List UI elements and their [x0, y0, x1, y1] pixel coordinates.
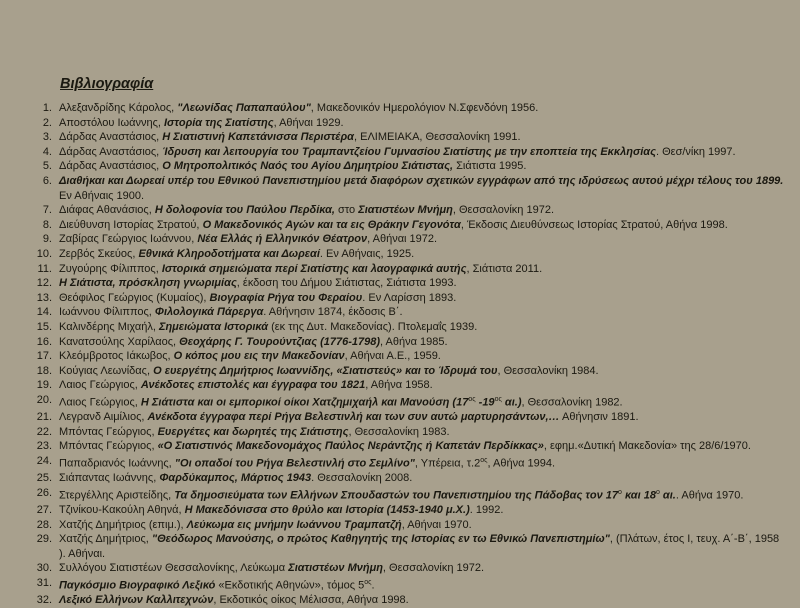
entry-text: Κούγιας Λεωνίδας,: [59, 364, 154, 377]
entry-number: 3.: [42, 131, 52, 144]
entry-text: , Θεσσαλονίκη 1972.: [382, 562, 485, 575]
entry-number: 23.: [36, 440, 52, 453]
entry-number: 10.: [36, 247, 52, 260]
entry-number: 5.: [42, 160, 52, 173]
entry-text: . Θεσσαλονίκη 2008.: [311, 472, 413, 485]
entry-text: , Σιάτιστα 2011.: [466, 262, 543, 275]
entry-text: , (Πλάτων, έτος Ι, τευχ. Α΄-Β΄, 1958 ). Αθήναι.: [59, 533, 780, 560]
entry-text: Λαιος Γεώργιος,: [59, 396, 141, 409]
entry-text: Κλεόμβροτος Ιάκωβος,: [59, 350, 174, 363]
entry-title-text: Ανέκδοτα έγγραφα περί Ρήγα Βελεστινλή και των συν αυτώ μαρτυρησάντων,…: [147, 411, 560, 424]
entry-title-text: Ιστορικά σημειώματα περί Σιατίστης και λαογραφικά αυτής: [161, 262, 467, 275]
entry-text: Τζινίκου-Κακούλη Αθηνά,: [59, 504, 185, 516]
entry-number: 31.: [36, 576, 52, 589]
entry-text: «Εκδοτικής Αθηνών», τόμος 5: [215, 579, 365, 592]
bibliography-entry: [24, 454, 786, 471]
entry-text: Δάρδας Αναστάσιος,: [59, 131, 163, 144]
entry-number: 24.: [36, 454, 52, 467]
entry-text: . Αθήνα 1970.: [675, 489, 744, 502]
entry-title-text: Ιστορία της Σιατίστης: [164, 116, 274, 129]
entry-text: , Θεσσαλονίκη 1982.: [521, 396, 623, 409]
entry-title-text: -19: [475, 396, 495, 409]
entry-text: Δάρδας Αναστάσιος,: [59, 160, 163, 173]
bibliography-entry: [24, 532, 786, 561]
entry-text: Αποστόλου Ιωάννης,: [59, 116, 164, 129]
entry-number: 26.: [36, 486, 52, 499]
bibliography-entry: [24, 518, 786, 533]
entry-text: στο: [334, 204, 359, 217]
entry-number: 15.: [36, 320, 52, 333]
entry-title-text: Σιατιστέων Μνήμη: [358, 204, 453, 217]
entry-text: Διάφας Αθανάσιος,: [59, 204, 155, 217]
entry-text: , Θεσσαλονίκη 1983.: [348, 425, 450, 438]
entry-superscript: ος: [480, 456, 488, 464]
entry-title-text: Φιλολογικά Πάρεργα: [154, 306, 264, 319]
entry-title-text: Ο κόπος μου εις την Μακεδονίαν: [173, 350, 345, 363]
entry-number: 14.: [36, 306, 52, 319]
entry-text: , Αθήναι 1970.: [401, 518, 472, 531]
bibliography-entry: [24, 393, 786, 410]
entry-title-text: Η Σιατιστινή Καπετάνισσα Περιστέρα: [162, 131, 354, 144]
entry-number: 2.: [42, 116, 52, 129]
bibliography-entry: [24, 378, 786, 393]
entry-text: Παπαδριανός Ιωάννης,: [59, 457, 175, 470]
bibliography-entry: [24, 232, 786, 247]
bibliography-entry: [24, 576, 786, 593]
entry-text: Χατζής Δημήτριος (επιμ.),: [59, 518, 187, 531]
bibliography-entry: [24, 320, 786, 335]
page-title: Βιβλιογραφία: [60, 76, 154, 92]
entry-title-text: «Ο Σιατιστινός Μακεδονομάχος Παύλος Νεράντζης ή Καπετάν Περδίκκας»: [157, 440, 544, 453]
entry-number: 12.: [36, 277, 52, 290]
bibliography-entry: [24, 276, 786, 291]
entry-title-text: αι.: [659, 489, 676, 502]
entry-title-text: Σημειώματα Ιστορικά: [158, 320, 269, 333]
entry-text: , Αθήνα 1958.: [365, 379, 433, 392]
bibliography-entry: [24, 593, 786, 608]
entry-text: . 1992.: [469, 504, 504, 516]
entry-number: 7.: [42, 204, 52, 217]
entry-text: , εφημ.«Δυτική Μακεδονία» της 28/6/1970.: [543, 440, 751, 453]
entry-text: Εν Αθήναις 1900.: [59, 189, 145, 202]
entry-title-text: και 18: [621, 489, 656, 502]
bibliography-entry: [24, 101, 786, 116]
entry-superscript: ος: [468, 395, 476, 403]
bibliography-entry: [24, 247, 786, 262]
bibliography-entry: [24, 425, 786, 440]
bibliography-entry: [24, 218, 786, 233]
bibliography-entry: [24, 116, 786, 131]
entry-title-text: Νέα Ελλάς ή Ελληνικόν Θέατρον: [197, 233, 368, 246]
bibliography-entry: [24, 503, 786, 518]
entry-title-text: Σιατιστέων Μνήμη: [288, 562, 383, 575]
entry-number: 6.: [42, 174, 52, 187]
entry-number: 22.: [36, 425, 52, 438]
entry-text: Ζαβίρας Γεώργιος Ιωάννου,: [59, 233, 198, 246]
entry-title-text: Εθνικά Κληροδοτήματα και Δωρεαί: [138, 247, 320, 260]
bibliography-entry: [24, 159, 786, 174]
entry-text: , Αθήναι 1929.: [273, 116, 344, 129]
entry-number: 29.: [36, 533, 52, 546]
entry-number: 8.: [42, 218, 52, 231]
entry-number: 17.: [36, 350, 52, 363]
bibliography-entry: [24, 471, 786, 486]
entry-text: Μπόντας Γεώργιος,: [59, 425, 158, 438]
entry-number: 18.: [36, 364, 52, 377]
entry-number: 30.: [36, 562, 52, 575]
entry-superscript: ος: [364, 578, 372, 586]
bibliography-entry: [24, 364, 786, 379]
entry-text: , Μακεδονικόν Ημερολόγιον Ν.Σφενδόνη 1956.: [310, 102, 539, 114]
entry-text: Ζυγούρης Φίλιππος,: [59, 262, 162, 275]
entry-number: 20.: [36, 393, 52, 406]
entry-text: . Θεσ/νίκη 1997.: [656, 145, 736, 158]
entry-text: , Αθήναι 1972.: [367, 233, 438, 246]
entry-text: Λεγρανδ Αιμίλιος,: [59, 411, 148, 424]
entry-number: 16.: [36, 335, 52, 348]
bibliography-entry: [24, 145, 786, 160]
entry-text: .: [371, 579, 375, 592]
bibliography-entry: [24, 349, 786, 364]
entry-title-text: Ο ευεργέτης Δημήτριος Ιωαννίδης, «Σιατιστεύς» και το Ίδρυμά του: [153, 364, 498, 377]
bibliography-entry: [24, 262, 786, 277]
entry-text: , Θεσσαλονίκη 1984.: [497, 364, 599, 377]
entry-title-text: Ευεργέτες και δωρητές της Σιάτιστης: [157, 425, 349, 438]
entry-text: , Έκδοσις Διευθύνσεως Ιστορίας Στρατού, Αθήνα 1998.: [460, 218, 728, 231]
entry-title-text: Παγκόσμιο Βιογραφικό Λεξικό: [59, 579, 216, 592]
entry-number: 28.: [36, 518, 52, 531]
entry-text: . Εν Λαρίσση 1893.: [362, 291, 457, 304]
bibliography-entry: [24, 335, 786, 350]
entry-superscript: ο: [618, 488, 622, 496]
entry-number: 25.: [36, 472, 52, 485]
entry-text: , Θεσσαλονίκη 1972.: [452, 204, 554, 217]
entry-text: Κανατσούλης Χαρίλαος,: [59, 335, 180, 348]
entry-text: Δάρδας Αναστάσιος,: [59, 145, 163, 158]
entry-text: Αλεξανδρίδης Κάρολος,: [59, 102, 178, 114]
entry-title-text: Η δολοφονία του Παύλου Περδίκα,: [154, 204, 335, 217]
entry-text: Ιωάννου Φίλιππος,: [59, 306, 155, 319]
entry-title-text: "Θεόδωρος Μανούσης, ο πρώτος Καθηγητής της Ιστορίας εν τω Εθνικώ Πανεπιστημίω": [151, 533, 610, 546]
entry-text: Συλλόγου Σιατιστέων Θεσσαλονίκης, Λεύκωμα: [59, 562, 289, 575]
entry-text: Λαιος Γεώργιος,: [59, 379, 141, 392]
entry-title-text: Βιογραφία Ρήγα του Φεραίου: [209, 291, 363, 304]
entry-title-text: Ο Μακεδονικός Αγών και τα εις Θράκην Γεγονότα: [202, 218, 461, 231]
bibliography-entry: [24, 561, 786, 576]
entry-text: , Αθήνα 1994.: [487, 457, 556, 470]
entry-text: , έκδοση του Δήμου Σιάτιστας, Σιάτιστα 1993.: [236, 277, 457, 290]
entry-text: Ζερβός Σκεύος,: [59, 247, 139, 260]
entry-text: Χατζής Δημήτριος,: [59, 533, 152, 546]
entry-text: . Εν Αθήναις, 1925.: [319, 247, 415, 260]
bibliography-entry: [24, 486, 786, 503]
entry-title-text: Ο Μητροπολιτικός Ναός του Αγίου Δημητρίου Σιάτιστας,: [162, 160, 454, 173]
entry-number: 4.: [42, 145, 52, 158]
entry-number: 13.: [36, 291, 52, 304]
entry-number: 11.: [37, 262, 52, 275]
entry-title-text: Η Σιάτιστα, πρόσκληση γνωριμίας: [59, 277, 237, 290]
entry-text: Διεύθυνση Ιστορίας Στρατού,: [59, 218, 203, 231]
entry-title-text: "Λεωνίδας Παπαπαύλου": [177, 102, 311, 114]
entry-title-text: Τα δημοσιεύματα των Ελλήνων Σπουδαστών του Πανεπιστημίου της Πάδοβας τον 17: [174, 489, 619, 502]
entry-title-text: Η Μακεδόνισσα στο θρύλο και Ιστορία (1453-1940 μ.Χ.): [184, 504, 470, 516]
entry-number: 9.: [42, 233, 52, 246]
entry-text: Σιάτιστα 1995.: [453, 160, 527, 173]
entry-text: , Αθήναι Α.Ε., 1959.: [344, 350, 441, 363]
entry-title-text: Φαρδύκαμπος, Μάρτιος 1943: [159, 472, 312, 485]
entry-text: , Αθήνα 1985.: [380, 335, 448, 348]
entry-title-text: Λεύκωμα εις μνήμην Ιωάννου Τραμπατζή: [186, 518, 402, 531]
entry-text: Μπόντας Γεώργιος,: [59, 440, 158, 453]
entry-superscript: ο: [655, 488, 660, 496]
bibliography-entry: [24, 203, 786, 218]
entry-title-text: Λεξικό Ελλήνων Καλλιτεχνών: [59, 594, 214, 607]
entry-title-text: Θεοχάρης Γ. Τουρούντζιας (1776-1798): [179, 335, 381, 348]
bibliography-entry: [24, 305, 786, 320]
bibliography-list: [24, 101, 786, 608]
entry-text: Καλινδέρης Μιχαήλ,: [59, 320, 159, 333]
entry-title-text: αι.): [501, 396, 522, 409]
entry-title-text: Ανέκδοτες επιστολές και έγγραφα του 1821: [140, 379, 366, 392]
bibliography-entry: [24, 291, 786, 306]
entry-number: 1.: [42, 102, 52, 114]
entry-title-text: Η Σιάτιστα και οι εμπορικοί οίκοι Χατζημιχαήλ και Μανούση (17: [140, 396, 469, 409]
entry-text: , Υπέρεια, τ.2: [414, 457, 481, 470]
entry-text: Στεργέλλης Αριστείδης,: [59, 489, 175, 502]
entry-text: (εκ της Δυτ. Μακεδονίας). Πτολεμαΐς 1939.: [268, 320, 478, 333]
entry-text: . Αθήνησιν 1874, έκδοσις Β΄.: [263, 306, 403, 319]
entry-title-text: "Οι οπαδοί του Ρήγα Βελεστινλή στο Σεμλίνο": [174, 457, 415, 470]
bibliography-entry: [24, 130, 786, 145]
bibliography-entry: [24, 439, 786, 454]
entry-title-text: Διαθήκαι και Δωρεαί υπέρ του Εθνικού Πανεπιστημίου μετά διαφόρων σχετικών εγγράφων από της ιδρύσεως αυτού μέχρι τέλους του 1899.: [59, 174, 784, 187]
bibliography-entry: [24, 174, 786, 203]
entry-title-text: Ίδρυση και λειτουργία του Τραμπαντζείου Γυμνασίου Σιατίστης με την εποπτεία της Εκκλησίας: [162, 145, 656, 158]
entry-superscript: ος: [494, 395, 502, 403]
bibliography-entry: [24, 410, 786, 425]
entry-number: 32.: [36, 594, 52, 607]
entry-number: 19.: [36, 379, 52, 392]
entry-text: , ΕΛΙΜΕΙΑΚΑ, Θεσσαλονίκη 1991.: [354, 131, 521, 144]
entry-text: , Εκδοτικός οίκος Μέλισσα, Αθήνα 1998.: [213, 594, 409, 607]
entry-text: Θεόφιλος Γεώργιος (Κυμαίος),: [59, 291, 210, 304]
entry-text: Σιάπαντας Ιωάννης,: [59, 472, 160, 485]
entry-number: 21.: [36, 411, 52, 424]
entry-text: Αθήνησιν 1891.: [559, 411, 639, 424]
entry-number: 27.: [36, 504, 52, 516]
